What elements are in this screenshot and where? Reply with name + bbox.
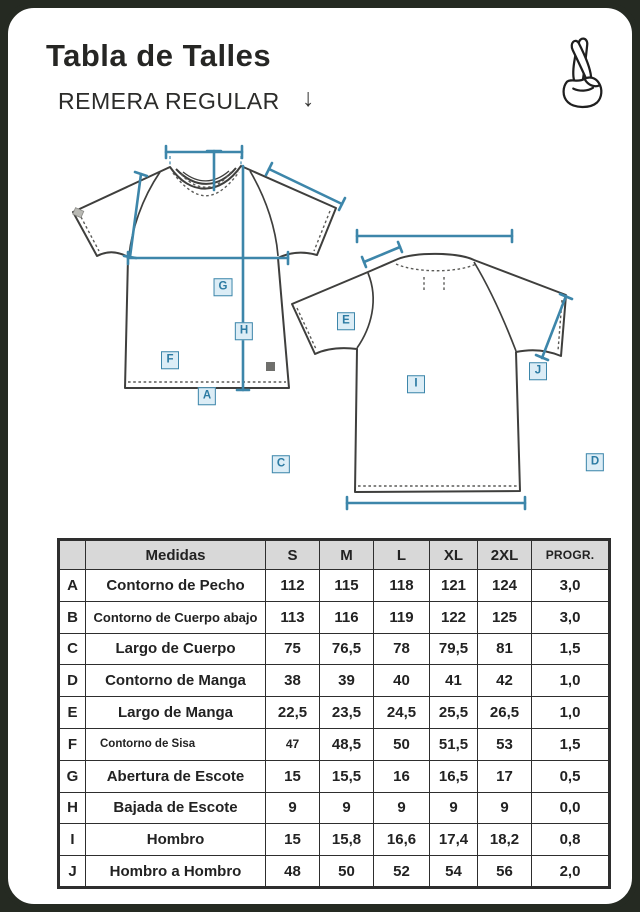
row-letter: G (59, 760, 86, 792)
measure-label-A: A (198, 387, 216, 405)
measure-name: Abertura de Escote (86, 760, 266, 792)
value-cell: 16,5 (430, 760, 478, 792)
row-letter: H (59, 792, 86, 824)
col-header-progr: PROGR. (532, 540, 610, 570)
value-cell: 0,8 (532, 824, 610, 856)
value-cell: 38 (266, 665, 320, 697)
value-cell: 16 (374, 760, 430, 792)
value-cell: 122 (430, 601, 478, 633)
row-letter: F (59, 728, 86, 760)
value-cell: 116 (320, 601, 374, 633)
col-header-medidas: Medidas (86, 540, 266, 570)
measure-name: Contorno de Sisa (86, 728, 266, 760)
value-cell: 17,4 (430, 824, 478, 856)
back-shirt (292, 254, 566, 492)
row-letter: C (59, 633, 86, 665)
value-cell: 124 (478, 570, 532, 602)
value-cell: 23,5 (320, 697, 374, 729)
value-cell: 1,0 (532, 697, 610, 729)
row-letter: A (59, 570, 86, 602)
row-letter: J (59, 856, 86, 888)
row-letter: D (59, 665, 86, 697)
size-table (57, 538, 611, 889)
value-cell: 9 (478, 792, 532, 824)
table-row (59, 760, 610, 792)
col-header-xl: XL (430, 540, 478, 570)
value-cell: 50 (374, 728, 430, 760)
value-cell: 0,0 (532, 792, 610, 824)
front-hem-tag (266, 362, 275, 371)
measure-label-J: J (529, 362, 547, 380)
value-cell: 115 (320, 570, 374, 602)
row-letter: I (59, 824, 86, 856)
row-letter: B (59, 601, 86, 633)
value-cell: 1,5 (532, 633, 610, 665)
tshirt-diagram (40, 135, 620, 520)
measure-name: Bajada de Escote (86, 792, 266, 824)
value-cell: 81 (478, 633, 532, 665)
value-cell: 15 (266, 760, 320, 792)
value-cell: 119 (374, 601, 430, 633)
fingers-crossed-hand-icon (550, 27, 615, 114)
value-cell: 1,5 (532, 728, 610, 760)
size-table-head (59, 540, 610, 570)
measure-label-D: D (586, 453, 604, 471)
value-cell: 78 (374, 633, 430, 665)
value-cell: 2,0 (532, 856, 610, 888)
measure-name: Largo de Cuerpo (86, 633, 266, 665)
value-cell: 24,5 (374, 697, 430, 729)
value-cell: 75 (266, 633, 320, 665)
value-cell: 3,0 (532, 601, 610, 633)
value-cell: 76,5 (320, 633, 374, 665)
measure-label-C: C (272, 455, 290, 473)
value-cell: 54 (430, 856, 478, 888)
value-cell: 9 (320, 792, 374, 824)
col-header-2xl: 2XL (478, 540, 532, 570)
table-row (59, 601, 610, 633)
value-cell: 0,5 (532, 760, 610, 792)
measure-name: Contorno de Pecho (86, 570, 266, 602)
measure-label-H: H (235, 322, 253, 340)
value-cell: 1,0 (532, 665, 610, 697)
value-cell: 9 (374, 792, 430, 824)
measure-label-E: E (337, 312, 355, 330)
measure-guides (170, 156, 241, 166)
value-cell: 118 (374, 570, 430, 602)
value-cell: 9 (430, 792, 478, 824)
value-cell: 53 (478, 728, 532, 760)
value-cell: 17 (478, 760, 532, 792)
value-cell: 40 (374, 665, 430, 697)
down-arrow-icon: ↓ (302, 84, 315, 112)
front-shirt (73, 166, 336, 388)
table-row (59, 824, 610, 856)
measure-label-I: I (407, 375, 425, 393)
measure-label-F: F (161, 351, 179, 369)
value-cell: 26,5 (478, 697, 532, 729)
value-cell: 112 (266, 570, 320, 602)
page-title: Tabla de Talles (46, 38, 272, 73)
value-cell: 41 (430, 665, 478, 697)
value-cell: 48 (266, 856, 320, 888)
value-cell: 22,5 (266, 697, 320, 729)
measure-label-G: G (214, 278, 233, 296)
size-table-body (59, 570, 610, 888)
row-letter: E (59, 697, 86, 729)
table-row (59, 856, 610, 888)
value-cell: 16,6 (374, 824, 430, 856)
value-cell: 39 (320, 665, 374, 697)
header-row (59, 540, 610, 570)
table-row (59, 697, 610, 729)
value-cell: 79,5 (430, 633, 478, 665)
value-cell: 15,5 (320, 760, 374, 792)
value-cell: 113 (266, 601, 320, 633)
value-cell: 47 (266, 728, 320, 760)
value-cell: 50 (320, 856, 374, 888)
measure-name: Contorno de Manga (86, 665, 266, 697)
col-header-l: L (374, 540, 430, 570)
measure-name: Hombro a Hombro (86, 856, 266, 888)
value-cell: 56 (478, 856, 532, 888)
col-header-letter (59, 540, 86, 570)
value-cell: 9 (266, 792, 320, 824)
value-cell: 15,8 (320, 824, 374, 856)
page-subtitle: REMERA REGULAR (58, 88, 280, 114)
measure-name: Contorno de Cuerpo abajo (86, 601, 266, 633)
value-cell: 121 (430, 570, 478, 602)
value-cell: 18,2 (478, 824, 532, 856)
value-cell: 25,5 (430, 697, 478, 729)
table-row (59, 792, 610, 824)
col-header-m: M (320, 540, 374, 570)
table-row (59, 570, 610, 602)
measure-name: Hombro (86, 824, 266, 856)
measure-name: Largo de Manga (86, 697, 266, 729)
value-cell: 15 (266, 824, 320, 856)
value-cell: 3,0 (532, 570, 610, 602)
col-header-s: S (266, 540, 320, 570)
value-cell: 42 (478, 665, 532, 697)
table-row (59, 665, 610, 697)
value-cell: 52 (374, 856, 430, 888)
value-cell: 48,5 (320, 728, 374, 760)
value-cell: 51,5 (430, 728, 478, 760)
table-row (59, 633, 610, 665)
value-cell: 125 (478, 601, 532, 633)
table-row (59, 728, 610, 760)
